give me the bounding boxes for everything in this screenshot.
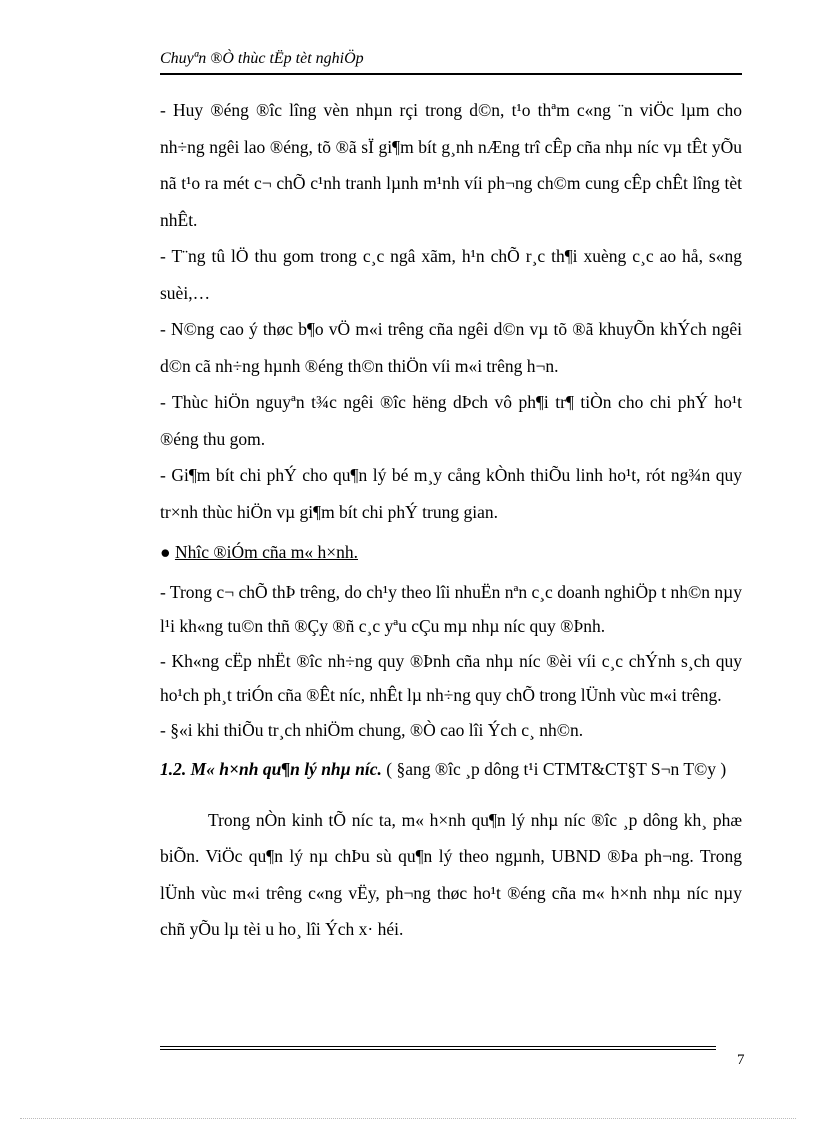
section-heading [160, 534, 742, 571]
subsection-title: 1.2. M« h×nh qu¶n lý nhµ níc. [160, 759, 382, 779]
running-header: Chuyªn ®Ò thùc tËp tèt nghiÖp [160, 50, 364, 67]
body-content [160, 92, 742, 948]
bullet-icon: ● [160, 542, 171, 562]
page-edge-divider [20, 1118, 796, 1119]
paragraph: Trong nÒn kinh tÕ níc ta, m« h×nh qu¶n lý nhµ níc ®îc ¸p dông kh¸ phæ biÕn. ViÖc qu¶n lý nµ chÞu sù qu¶n lý theo ngµnh, UBND ®Þa ph¬ng. Trong lÜnh vùc m«i trêng c«ng vËy, ph¬ng thøc ho¹t ®éng cña m« h×nh nhµ níc nµy chñ yÕu lµ tèi u ho¸ lîi Ých x· héi. [160, 809, 742, 939]
subsection-note: ( §ang ®îc ¸p dông t¹i CTMT&CT§T S¬n T©y ) [381, 759, 727, 779]
page-number: 7 [737, 1052, 745, 1068]
paragraph: - T¨ng tû lÖ thu gom trong c¸c ngâ xãm, h¹n chÕ r¸c th¶i xuèng c¸c ao hå, s«ng suèi,… [160, 246, 742, 303]
paragraph: - Huy ®éng ®îc lîng vèn nhµn rçi trong d©n, t¹o thªm c«ng ¨n viÖc lµm cho nh÷ng ngêi lao ®éng, tõ ®ã sÏ gi¶m bít g¸nh nÆng trî cÊp cña nhµ níc vµ tÊt yÕu nã t¹o ra mét c¬ chÕ c¹nh tranh lµnh m¹nh víi ph¬ng ch©m cung cÊp chÊt lîng tèt nhÊt. [160, 100, 742, 230]
footer-rule [160, 1046, 716, 1050]
section-heading-text: Nhîc ®iÓm cña m« h×nh. [174, 542, 359, 562]
header-rule [160, 73, 742, 75]
paragraph: - Trong c¬ chÕ thÞ trêng, do ch¹y theo lîi nhuËn nªn c¸c doanh nghiÖp t nh©n nµy l¹i kh«ng tu©n thñ ®Çy ®ñ c¸c yªu cÇu mµ nhµ níc quy ®Þnh. [160, 581, 742, 636]
paragraph: - Kh«ng cËp nhËt ®îc nh÷ng quy ®Þnh cña nhµ níc ®èi víi c¸c chÝnh s¸ch quy ho¹ch ph¸t triÓn cña ®Êt níc, nhÊt lµ nh÷ng quy chÕ trong lÜnh vùc m«i trêng. [160, 650, 742, 705]
subsection-heading [160, 751, 742, 788]
paragraph: - N©ng cao ý thøc b¶o vÖ m«i trêng cña ngêi d©n vµ tõ ®ã khuyÕn khÝch ngêi d©n cã nh÷ng hµnh ®éng th©n thiÖn víi m«i trêng h¬n. [160, 319, 742, 376]
paragraph: - Thùc hiÖn nguyªn t¾c ngêi ®îc hëng dÞch vô ph¶i tr¶ tiÒn cho chi phÝ ho¹t ®éng thu gom. [160, 392, 742, 449]
paragraph: - Gi¶m bít chi phÝ cho qu¶n lý bé m¸y cång kÒnh thiÕu linh ho¹t, rót ng¾n quy tr×nh thùc hiÖn vµ gi¶m bít chi phÝ trung gian. [160, 465, 742, 522]
paragraph: - §«i khi thiÕu tr¸ch nhiÖm chung, ®Ò cao lîi Ých c¸ nh©n. [160, 719, 584, 740]
